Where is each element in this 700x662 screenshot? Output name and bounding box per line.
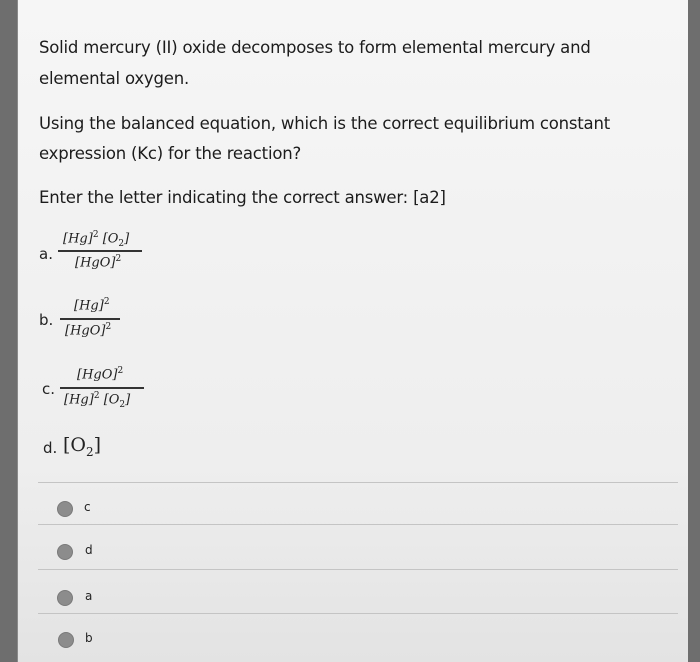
radio-button[interactable] (57, 544, 73, 560)
option-c-numerator: [HgO]$^2$ (77, 366, 124, 383)
choice-label: a (85, 589, 93, 603)
option-c-fraction-bar (60, 387, 144, 389)
divider (38, 524, 678, 525)
option-b-fraction-bar (60, 318, 120, 320)
option-b-numerator: $[Hg]^2$ (74, 297, 110, 314)
question-line-3: Using the balanced equation, which is the correct equilibrium constant (39, 114, 610, 133)
option-a-fraction-bar (58, 250, 142, 252)
choice-label: d (85, 543, 93, 557)
question-line-5: Enter the letter indicating the correct answer: [a2] (39, 188, 446, 207)
divider (38, 482, 678, 483)
option-b-denominator: [HgO]$^2$ (65, 322, 112, 339)
option-b-letter: b. (39, 311, 54, 329)
radio-button[interactable] (58, 632, 74, 648)
option-d-expression: $[O_2]$ (63, 434, 102, 459)
choice-label: c (84, 500, 91, 514)
divider (38, 569, 678, 570)
option-d-letter: d. (43, 439, 58, 457)
radio-button[interactable] (57, 501, 73, 517)
choice-row[interactable] (18, 536, 688, 566)
option-a-denominator: [HgO]$^2$ (75, 254, 122, 271)
question-line-4: expression (Kc) for the reaction? (39, 144, 302, 163)
choice-row[interactable] (18, 625, 688, 655)
option-a-letter: a. (39, 245, 53, 263)
option-a-numerator: $[Hg]^2$ $[O_2]$ (63, 230, 130, 249)
question-card (17, 0, 688, 662)
radio-button[interactable] (57, 590, 73, 606)
choice-row[interactable] (18, 582, 688, 612)
question-line-2: elemental oxygen. (39, 69, 190, 88)
choice-label: b (85, 631, 93, 645)
question-line-1: Solid mercury (II) oxide decomposes to form elemental mercury and (39, 38, 591, 57)
divider (38, 613, 678, 614)
option-c-letter: c. (42, 380, 56, 398)
option-c-denominator: $[Hg]^2$ $[O_2]$ (64, 391, 131, 410)
choice-row[interactable] (18, 493, 688, 523)
